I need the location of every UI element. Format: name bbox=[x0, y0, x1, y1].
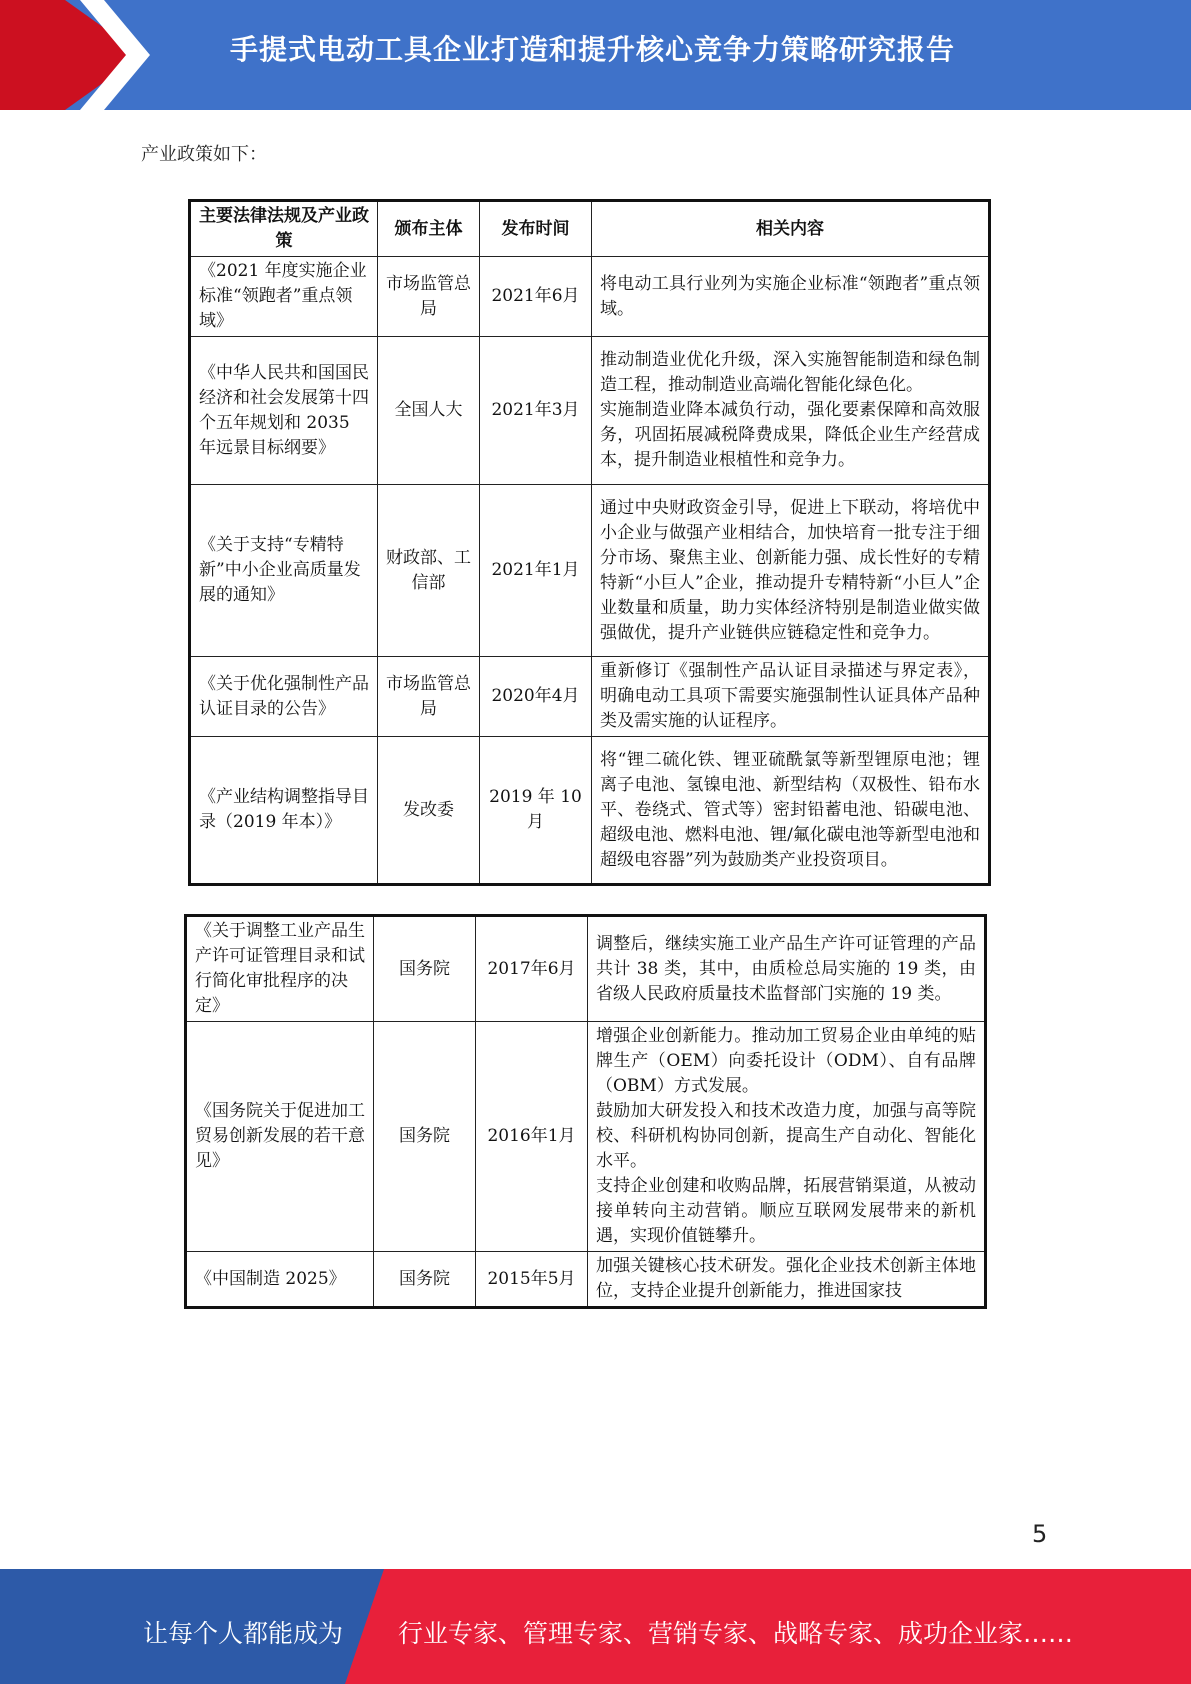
policy-date: 2015年5月 bbox=[476, 1252, 588, 1308]
policy-date: 2021年1月 bbox=[480, 485, 592, 657]
policy-issuer: 国务院 bbox=[374, 916, 476, 1022]
policy-issuer: 市场监管总局 bbox=[378, 257, 480, 337]
policy-date: 2020年4月 bbox=[480, 657, 592, 737]
table-row bbox=[190, 257, 990, 337]
intro-text: 产业政策如下： bbox=[141, 144, 267, 165]
policy-issuer: 国务院 bbox=[374, 1252, 476, 1308]
policy-name: 《中国制造 2025》 bbox=[186, 1252, 374, 1308]
policy-date: 2019 年 10 月 bbox=[480, 737, 592, 885]
header-issuer: 颁布主体 bbox=[378, 201, 480, 257]
policy-content bbox=[588, 1022, 986, 1252]
policy-name: 《关于支持“专精特新”中小企业高质量发展的通知》 bbox=[190, 485, 378, 657]
page-number: 5 bbox=[1032, 1520, 1048, 1548]
policy-content-paragraph: 鼓励加大研发投入和技术改造力度，加强与高等院校、科研机构协同创新，提高生产自动化、智能化水平。 bbox=[596, 1101, 976, 1171]
page-footer bbox=[0, 1569, 1191, 1684]
policy-name: 《2021 年度实施企业标准“领跑者”重点领域》 bbox=[190, 257, 378, 337]
policy-content bbox=[592, 337, 990, 485]
policy-content: 通过中央财政资金引导，促进上下联动，将培优中小企业与做强产业相结合，加快培育一批专注于细分市场、聚焦主业、创新能力强、成长性好的专精特新“小巨人”企业，推动提升专精特新“小巨人”企业数量和质量，助力实体经济特别是制造业做实做强做优，提升产业链供应链稳定性和竞争力。 bbox=[592, 485, 990, 657]
policy-date: 2021年3月 bbox=[480, 337, 592, 485]
policy-table-1 bbox=[188, 199, 991, 886]
policy-name: 《关于调整工业产品生产许可证管理目录和试行简化审批程序的决定》 bbox=[186, 916, 374, 1022]
report-title: 手提式电动工具企业打造和提升核心竞争力策略研究报告 bbox=[230, 33, 956, 66]
policy-content-paragraph: 实施制造业降本减负行动，强化要素保障和高效服务，巩固拓展减税降费成果，降低企业生产经营成本，提升制造业根植性和竞争力。 bbox=[600, 400, 980, 470]
policy-issuer: 市场监管总局 bbox=[378, 657, 480, 737]
policy-content: 调整后，继续实施工业产品生产许可证管理的产品共计 38 类，其中，由质检总局实施的 19 类，由省级人民政府质量技术监督部门实施的 19 类。 bbox=[588, 916, 986, 1022]
policy-name: 《中华人民共和国国民经济和社会发展第十四个五年规划和 2035 年远景目标纲要》 bbox=[190, 337, 378, 485]
table-row bbox=[186, 1252, 986, 1308]
header-policy-name: 主要法律法规及产业政策 bbox=[190, 201, 378, 257]
policy-content-paragraph: 支持企业创建和收购品牌，拓展营销渠道，从被动接单转向主动营销。顺应互联网发展带来的新机遇，实现价值链攀升。 bbox=[596, 1176, 976, 1246]
table-row bbox=[190, 485, 990, 657]
footer-slogan-right: 行业专家、管理专家、营销专家、战略专家、成功企业家…… bbox=[398, 1619, 1074, 1648]
footer-slogan-left: 让每个人都能成为 bbox=[143, 1619, 344, 1648]
table-header-row bbox=[190, 201, 990, 257]
policy-content: 将“锂二硫化铁、锂亚硫酰氯等新型锂原电池；锂离子电池、氢镍电池、新型结构（双极性、铅布水平、卷绕式、管式等）密封铅蓄电池、铅碳电池、超级电池、燃料电池、锂/氟化碳电池等新型电池和超级电容器”列为鼓励类产业投资项目。 bbox=[592, 737, 990, 885]
policy-date: 2021年6月 bbox=[480, 257, 592, 337]
header-date: 发布时间 bbox=[480, 201, 592, 257]
table-row bbox=[190, 737, 990, 885]
policy-name: 《关于优化强制性产品认证目录的公告》 bbox=[190, 657, 378, 737]
policy-issuer: 发改委 bbox=[378, 737, 480, 885]
policy-content-paragraph: 增强企业创新能力。推动加工贸易企业由单纯的贴牌生产（OEM）向委托设计（ODM）、自有品牌（OBM）方式发展。 bbox=[596, 1026, 976, 1096]
page-header bbox=[0, 0, 1191, 110]
table-row bbox=[186, 1022, 986, 1252]
table-row bbox=[190, 657, 990, 737]
policy-issuer: 财政部、工信部 bbox=[378, 485, 480, 657]
policy-content: 将电动工具行业列为实施企业标准“领跑者”重点领域。 bbox=[592, 257, 990, 337]
policy-date: 2017年6月 bbox=[476, 916, 588, 1022]
red-chevron bbox=[0, 0, 142, 110]
policy-date: 2016年1月 bbox=[476, 1022, 588, 1252]
header-content: 相关内容 bbox=[592, 201, 990, 257]
policy-content: 加强关键核心技术研发。强化企业技术创新主体地位，支持企业提升创新能力，推进国家技 bbox=[588, 1252, 986, 1308]
policy-issuer: 国务院 bbox=[374, 1022, 476, 1252]
table-row bbox=[190, 337, 990, 485]
policy-name: 《国务院关于促进加工贸易创新发展的若干意见》 bbox=[186, 1022, 374, 1252]
policy-issuer: 全国人大 bbox=[378, 337, 480, 485]
policy-table-2 bbox=[184, 914, 987, 1309]
policy-content-paragraph: 推动制造业优化升级，深入实施智能制造和绿色制造工程，推动制造业高端化智能化绿色化。 bbox=[600, 350, 980, 395]
policy-content: 重新修订《强制性产品认证目录描述与界定表》，明确电动工具项下需要实施强制性认证具体产品种类及需实施的认证程序。 bbox=[592, 657, 990, 737]
table-row bbox=[186, 916, 986, 1022]
policy-name: 《产业结构调整指导目录（2019 年本）》 bbox=[190, 737, 378, 885]
